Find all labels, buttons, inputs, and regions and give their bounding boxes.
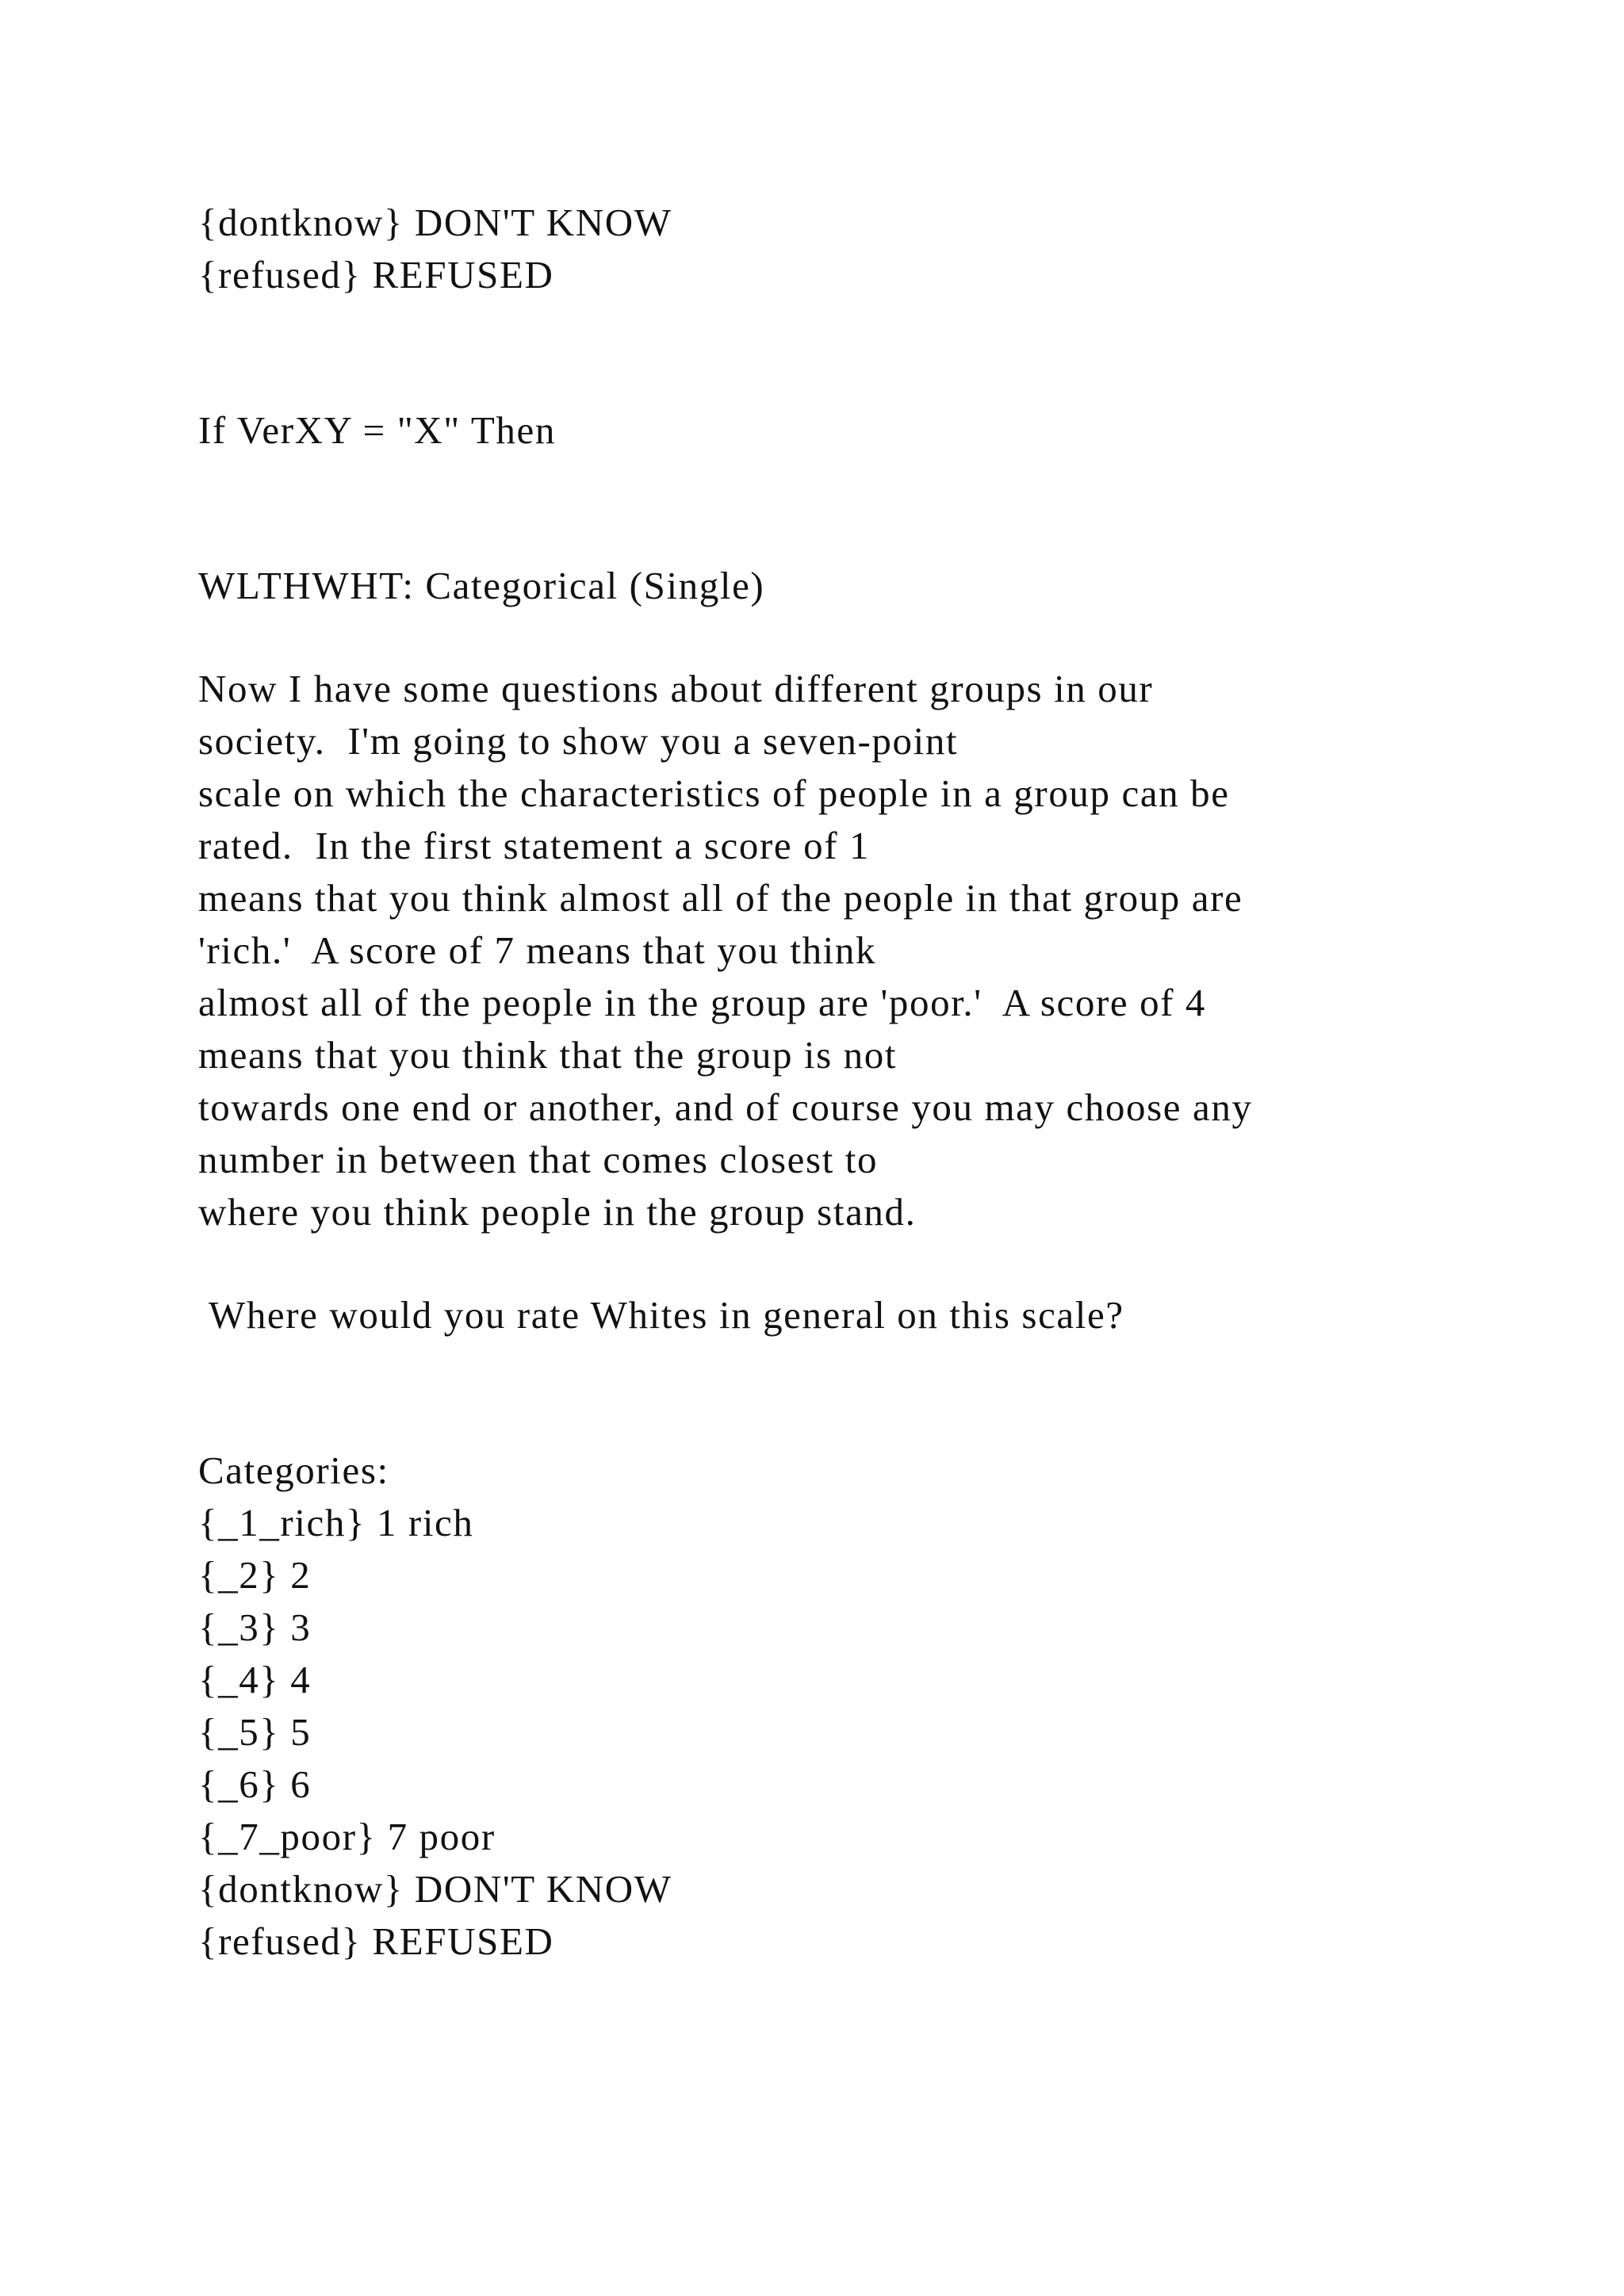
- previous-options: [198, 197, 1594, 301]
- category-item: {_1_rich} 1 rich: [198, 1501, 474, 1544]
- question-text-line: 'rich.' A score of 7 means that you think: [198, 928, 877, 972]
- question-text: [198, 663, 1594, 1238]
- question-text-line: means that you think that the group is not: [198, 1033, 898, 1077]
- question-text-line: means that you think almost all of the people in that group are: [198, 876, 1243, 920]
- question-text-line: rated. In the first statement a score of 1: [198, 824, 871, 867]
- category-item: {_3} 3: [198, 1605, 312, 1649]
- category-item: {_7_poor} 7 poor: [198, 1815, 496, 1858]
- category-item: {_2} 2: [198, 1553, 312, 1597]
- question-text-line: society. I'm going to show you a seven-point: [198, 719, 959, 763]
- question-text-line: towards one end or another, and of course you may choose any: [198, 1085, 1253, 1129]
- question-prompt: Where would you rate Whites in general on this scale?: [198, 1293, 1124, 1337]
- category-item: {_4} 4: [198, 1658, 312, 1701]
- question-text-line: Now I have some questions about different groups in our: [198, 667, 1154, 710]
- condition-line: If VerXY = "X" Then: [198, 408, 556, 452]
- question-text-line: number in between that comes closest to: [198, 1138, 879, 1181]
- option-line: {refused} REFUSED: [198, 253, 554, 297]
- question-text-line: where you think people in the group stand.: [198, 1190, 917, 1234]
- categories-list: [198, 1497, 1594, 1968]
- option-line: {dontknow} DON'T KNOW: [198, 201, 672, 244]
- category-item: {dontknow} DON'T KNOW: [198, 1867, 672, 1911]
- categories-label: Categories:: [198, 1448, 389, 1492]
- question-text-line: almost all of the people in the group are 'poor.' A score of 4: [198, 981, 1207, 1024]
- document-page: [198, 197, 1594, 1968]
- question-header: WLTHWHT: Categorical (Single): [198, 564, 765, 607]
- category-item: {_6} 6: [198, 1762, 312, 1806]
- question-text-line: scale on which the characteristics of people in a group can be: [198, 771, 1230, 815]
- category-item: {_5} 5: [198, 1710, 312, 1754]
- category-item: {refused} REFUSED: [198, 1919, 554, 1963]
